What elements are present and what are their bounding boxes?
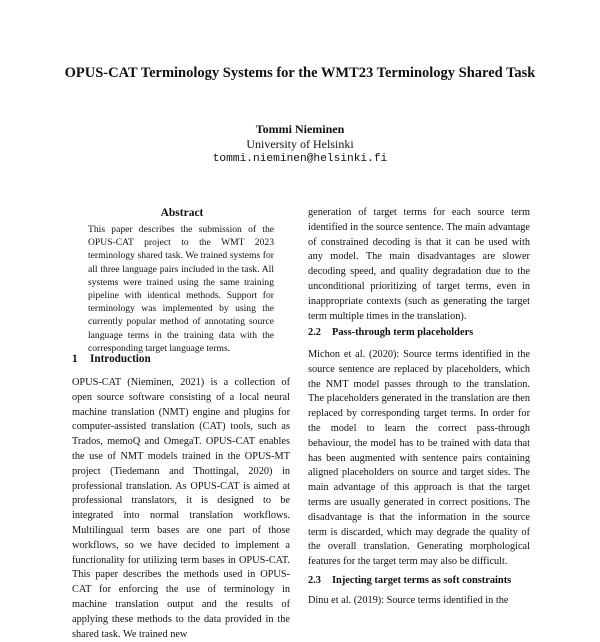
section-heading-introduction — [72, 352, 151, 366]
subsection-heading-pass-through — [308, 326, 473, 340]
subsection-heading-soft-constraints — [308, 574, 511, 588]
subsection-title: Injecting target terms as soft constraints — [332, 575, 512, 586]
section-number: 1 — [72, 353, 78, 365]
author-block — [100, 122, 500, 167]
soft-constraints-paragraph: Dinu et al. (2019): Source terms identified in the — [308, 595, 509, 606]
paper-title: OPUS-CAT Terminology Systems for the WMT23 Terminology Shared Task — [64, 65, 536, 81]
subsection-title: Pass-through term placeholders — [332, 327, 474, 338]
pass-through-paragraph: Michon et al. (2020): Source terms identified in the source sentence are replaced by placeholders, which the NMT model passes through to the translation. The placeholders generated in the translation are then replaced by corresponding target terms. In order for the model to learn the correct pass-through behaviour, the model has to be trained with data that has been augmented with sentence pairs containing aligned placeholders on source and target sides. The main advantage of this approach is that the target terms are usually generated in correct positions. The disadvantage is that the information in the source term is discarded, which may degrade the quality of the overall translation. Generating morphological features for the target term may also be difficult. — [308, 349, 530, 568]
abstract-text: This paper describes the submission of the OPUS-CAT project to the WMT 2023 terminology shared task. We trained systems for all three language pairs included in the task. All systems were trained using the same training pipeline with identical methods. Support for terminology was implemented by using the currently popular method of annotating source language terms in the training data with the corresponding target language terms. — [88, 224, 274, 354]
subsection-number: 2.3 — [308, 575, 321, 586]
subsection-number: 2.2 — [308, 327, 321, 338]
introduction-paragraph: OPUS-CAT (Nieminen, 2021) is a collection of open source software consisting of a local neural machine translation (NMT) engine and plugins for computer-assisted translation (CAT) tools, such as Trados, memoQ and OmegaT. OPUS-CAT enables the use of NMT models trained in the OPUS-MT project (Tiedemann and Thottingal, 2020) in professional translation. As OPUS-CAT is aimed at professional translators, it is designed to be integrated into normal translation workflows. Multilingual term bases are one part of those workflows, so we have decided to implement a functionality for utilizing term bases in OPUS-CAT. This paper describes the methods used in OPUS-CAT for enforcing the use of terminology in machine translation output and the results of applying these methods to the data provided in the shared task. We trained new — [72, 377, 290, 640]
author-affiliation: University of Helsinki — [246, 137, 354, 151]
section-title: Introduction — [90, 353, 151, 365]
abstract-heading: Abstract — [160, 207, 204, 219]
author-email: tommi.nieminen@helsinki.fi — [212, 153, 388, 165]
constrained-decoding-paragraph: generation of target terms for each source term identified in the source sentence. The main advantage of constrained decoding is that it can be used with any model. The main disadvantages are slower decoding speed, and quality degradation due to the unconditional prioritizing of target terms, even in inappropriate contexts (such as generating the target term multiple times in the translation). — [308, 207, 530, 322]
author-name: Tommi Nieminen — [255, 122, 345, 136]
